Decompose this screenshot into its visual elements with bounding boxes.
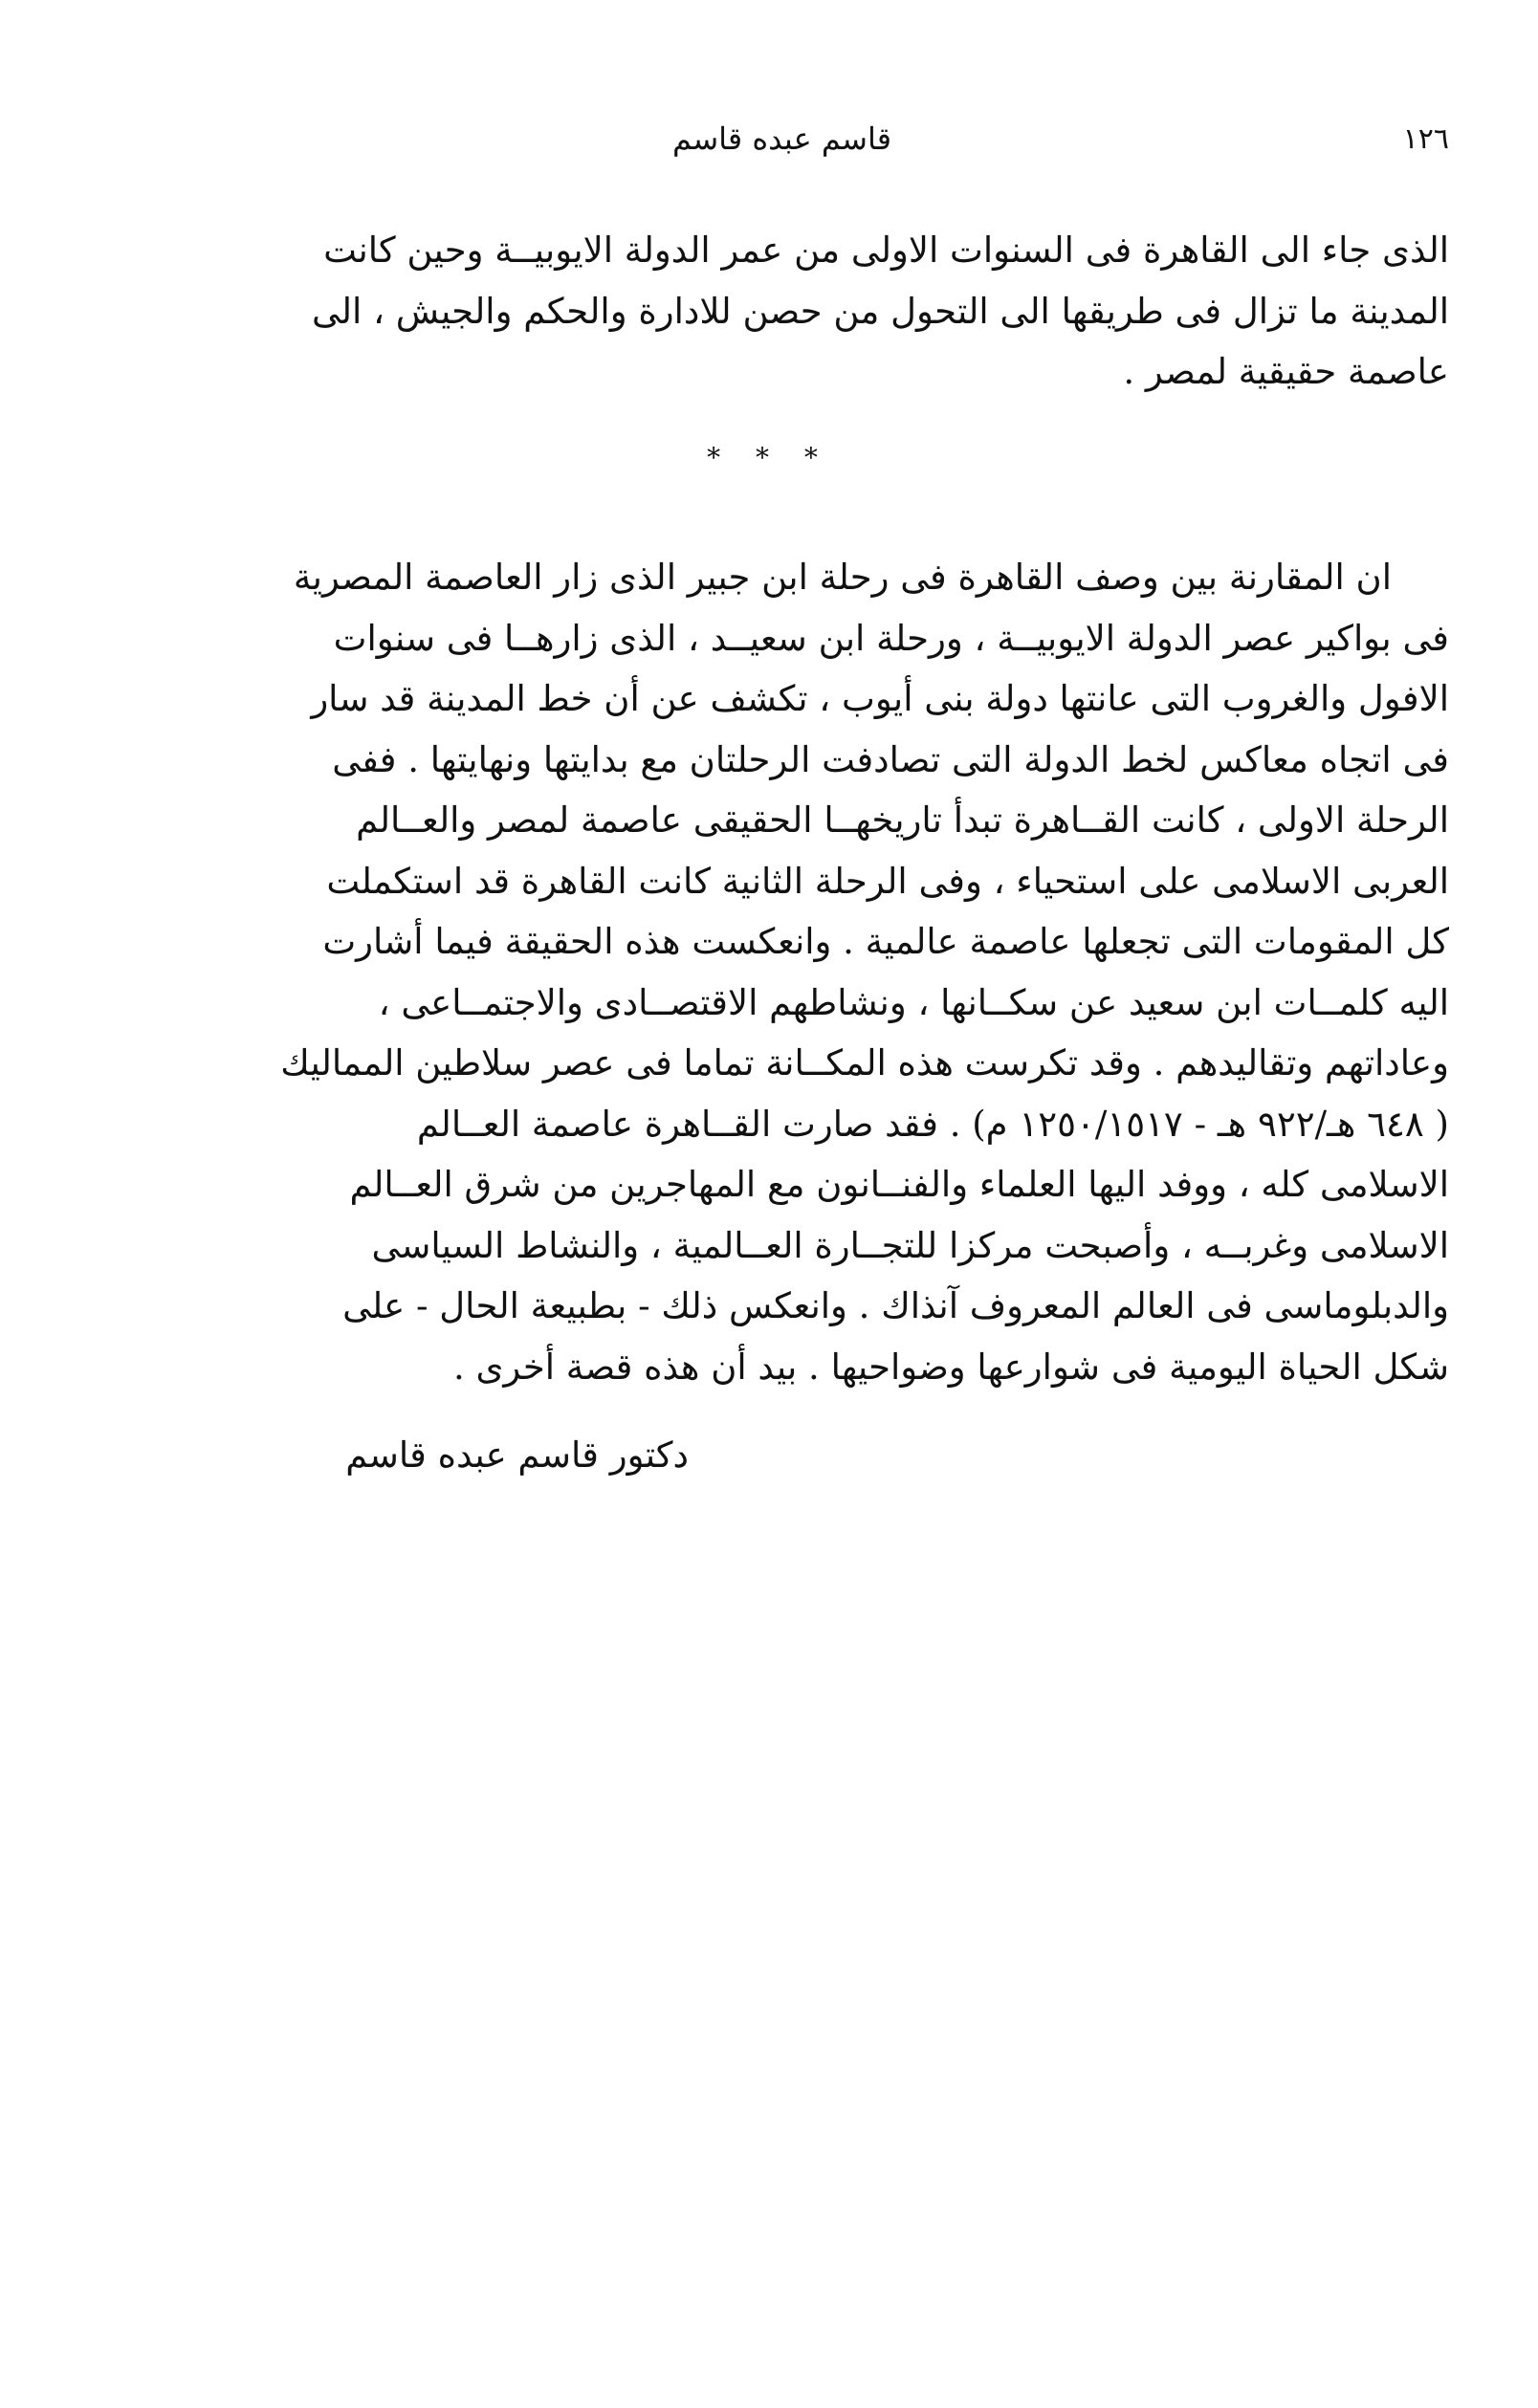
section-separator: * * * [707,442,831,473]
paragraph-line: عاصمة حقيقية لمصر . [1123,351,1449,392]
paragraph-line: فى بواكير عصر الدولة الايوبيــة ، ورحلة ابن سعيــد ، الذى زارهــا فى سنوات [333,617,1449,659]
paragraph-line: كل المقومات التى تجعلها عاصمة عالمية . وانعكست هذه الحقيقة فيما أشارت [322,921,1449,962]
body-paragraph [115,547,1449,1397]
paragraph-line: الرحلة الاولى ، كانت القــاهرة تبدأ تاريخهــا الحقيقى عاصمة لمصر والعــالم [356,799,1449,841]
paragraph-line: فى اتجاه معاكس لخط الدولة التى تصادفت الرحلتان مع بدايتها ونهايتها . ففى [332,738,1449,780]
paragraph-line: ان المقارنة بين وصف القاهرة فى رحلة ابن جبير الذى زار العاصمة المصرية [293,557,1392,598]
paragraph-line: اليه كلمــات ابن سعيد عن سكــانها ، ونشاطهم الاقتصــادى والاجتمــاعى ، [378,981,1449,1023]
author-signature: دكتور قاسم عبده قاسم [345,1434,689,1476]
paragraph-line: الاسلامى كله ، ووفد اليها العلماء والفنــانون مع المهاجرين من شرق العــالم [349,1164,1449,1205]
paragraph-line: ( ٦٤٨ هـ/٩٢٢ هـ - ١٢٥٠/١٥١٧ م) . فقد صارت القــاهرة عاصمة العــالم [416,1103,1449,1145]
paragraph-line: وعاداتهم وتقاليدهم . وقد تكرست هذه المكــانة تماما فى عصر سلاطين المماليك [280,1042,1449,1084]
paragraph-line: المدينة ما تزال فى طريقها الى التحول من حصن للادارة والحكم والجيش ، الى [311,290,1449,332]
paragraph-line: الذى جاء الى القاهرة فى السنوات الاولى من عمر الدولة الايوبيــة وحين كانت [323,230,1449,271]
paragraph-line: الاسلامى وغربــه ، وأصبحت مركزا للتجــارة العــالمية ، والنشاط السياسى [371,1224,1449,1266]
paragraph-line: العربى الاسلامى على استحياء ، وفى الرحلة الثانية كانت القاهرة قد استكملت [326,860,1449,902]
intro-paragraph [115,220,1449,403]
running-header [115,117,1449,174]
paragraph-line: الافول والغروب التى عانتها دولة بنى أيوب ، تكشف عن أن خط المدينة قد سار [311,678,1449,719]
page-number: ١٢٦ [1402,122,1449,156]
paragraph-line: والدبلوماسى فى العالم المعروف آنذاك . وانعكس ذلك - بطبيعة الحال - على [342,1285,1449,1326]
header-author: قاسم عبده قاسم [672,120,891,157]
paragraph-line: شكل الحياة اليومية فى شوارعها وضواحيها . بيد أن هذه قصة أخرى . [452,1346,1449,1388]
